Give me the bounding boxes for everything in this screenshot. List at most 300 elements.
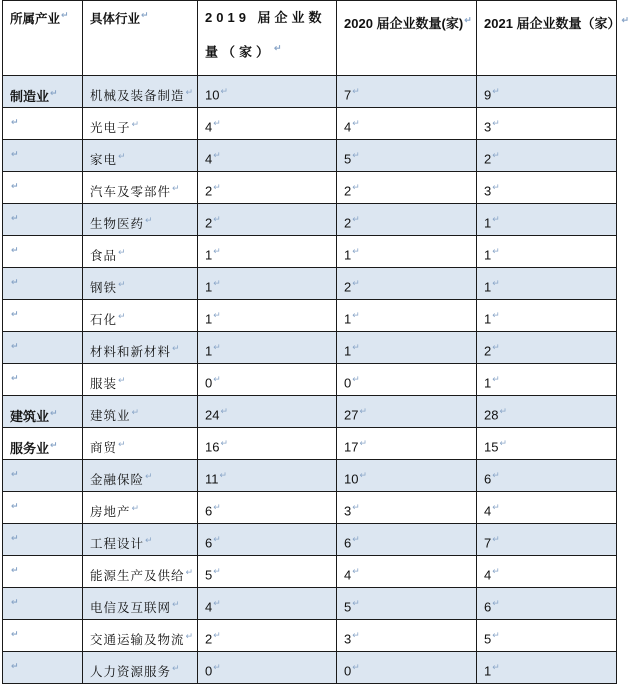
paragraph-mark-icon: ↵ <box>145 471 154 482</box>
count-2020-cell-text: 3 <box>344 631 352 647</box>
paragraph-mark-icon: ↵ <box>118 439 127 450</box>
sector-cell-text: 电信及互联网 <box>90 600 172 615</box>
count-2021-cell <box>477 460 617 492</box>
paragraph-mark-icon: ↵ <box>352 374 360 384</box>
count-2019-cell <box>198 492 337 524</box>
count-2021-cell <box>477 652 617 684</box>
industry-cell <box>3 460 83 492</box>
table-row <box>3 524 617 556</box>
sector-cell-text: 生物医药 <box>90 216 145 231</box>
sector-cell <box>83 76 198 108</box>
count-2020-cell-text: 1 <box>344 247 352 263</box>
count-2020-cell <box>337 652 477 684</box>
count-2019-cell <box>198 300 337 332</box>
paragraph-mark-icon: ↵ <box>220 406 229 416</box>
count-2021-cell <box>477 76 617 108</box>
paragraph-mark-icon: ↵ <box>118 151 127 162</box>
paragraph-mark-icon: ↵ <box>11 182 19 192</box>
sector-cell <box>83 396 198 428</box>
count-2021-cell <box>477 236 617 268</box>
sector-cell <box>83 332 198 364</box>
count-2019-cell <box>198 396 337 428</box>
paragraph-mark-icon: ↵ <box>213 310 221 320</box>
count-2019-cell-text: 0 <box>205 375 213 391</box>
sector-cell <box>83 236 198 268</box>
sector-cell <box>83 140 198 172</box>
table-row <box>3 108 617 140</box>
table-row <box>3 428 617 460</box>
count-2020-cell-text: 7 <box>344 87 352 103</box>
industry-cell <box>3 588 83 620</box>
paragraph-mark-icon: ↵ <box>219 470 228 480</box>
paragraph-mark-icon: ↵ <box>11 374 19 384</box>
paragraph-mark-icon: ↵ <box>352 214 360 224</box>
count-2021-cell <box>477 524 617 556</box>
paragraph-mark-icon: ↵ <box>352 118 360 128</box>
industry-cell <box>3 524 83 556</box>
count-2020-cell <box>337 620 477 652</box>
paragraph-mark-icon: ↵ <box>185 631 195 642</box>
count-2020-cell-text: 17 <box>344 439 359 455</box>
paragraph-mark-icon: ↵ <box>172 663 181 674</box>
industry-cell <box>3 492 83 524</box>
count-2019-cell <box>198 140 337 172</box>
sector-cell <box>83 652 198 684</box>
paragraph-mark-icon: ↵ <box>274 43 286 53</box>
industry-cell <box>3 396 83 428</box>
sector-cell-text: 金融保险 <box>90 472 145 487</box>
count-2020-cell <box>337 236 477 268</box>
paragraph-mark-icon: ↵ <box>352 502 360 512</box>
paragraph-mark-icon: ↵ <box>11 502 19 512</box>
sector-cell <box>83 524 198 556</box>
count-2021-cell-text: 1 <box>484 311 492 327</box>
sector-cell-text: 汽车及零部件 <box>90 184 172 199</box>
paragraph-mark-icon: ↵ <box>131 503 141 514</box>
paragraph-mark-icon: ↵ <box>213 214 221 224</box>
count-2020-cell <box>337 300 477 332</box>
sector-cell <box>83 428 198 460</box>
count-2019-cell-text: 5 <box>205 567 213 583</box>
paragraph-mark-icon: ↵ <box>492 278 500 288</box>
count-2020-cell <box>337 268 477 300</box>
count-2021-cell <box>477 204 617 236</box>
table-row <box>3 268 617 300</box>
paragraph-mark-icon: ↵ <box>352 150 360 160</box>
paragraph-mark-icon: ↵ <box>352 630 360 640</box>
industry-cell <box>3 300 83 332</box>
paragraph-mark-icon: ↵ <box>352 342 360 352</box>
count-2021-cell <box>477 140 617 172</box>
count-2021-cell-text: 5 <box>484 631 492 647</box>
count-2020-cell-text: 5 <box>344 599 352 615</box>
paragraph-mark-icon: ↵ <box>492 86 500 96</box>
paragraph-mark-icon: ↵ <box>213 502 221 512</box>
paragraph-mark-icon: ↵ <box>499 438 508 448</box>
count-2021-cell <box>477 364 617 396</box>
paragraph-mark-icon: ↵ <box>50 408 58 419</box>
sector-cell <box>83 588 198 620</box>
paragraph-mark-icon: ↵ <box>11 246 19 256</box>
paragraph-mark-icon: ↵ <box>141 10 149 21</box>
count-2021-cell-text: 7 <box>484 535 492 551</box>
count-2021-cell-text: 4 <box>484 567 492 583</box>
paragraph-mark-icon: ↵ <box>11 598 19 608</box>
sector-cell <box>83 492 198 524</box>
industry-cell <box>3 332 83 364</box>
paragraph-mark-icon: ↵ <box>220 86 229 96</box>
count-2019-cell-text: 1 <box>205 343 213 359</box>
industry-cell-text: 制造业 <box>10 90 50 105</box>
paragraph-mark-icon: ↵ <box>213 534 221 544</box>
count-2019-cell <box>198 172 337 204</box>
count-2019-cell <box>198 76 337 108</box>
count-2020-cell-text: 1 <box>344 343 352 359</box>
sector-cell <box>83 108 198 140</box>
count-2021-cell-text: 3 <box>484 183 492 199</box>
count-2021-cell <box>477 492 617 524</box>
paragraph-mark-icon: ↵ <box>213 598 221 608</box>
paragraph-mark-icon: ↵ <box>352 566 360 576</box>
table-row <box>3 556 617 588</box>
count-2019-cell-text: 4 <box>205 599 213 615</box>
count-2021-cell <box>477 556 617 588</box>
paragraph-mark-icon: ↵ <box>492 598 500 608</box>
header-2021: 2021 届企业数量（家）↵ <box>477 1 617 76</box>
count-2021-cell <box>477 172 617 204</box>
sector-cell-text: 钢铁 <box>90 280 118 295</box>
table-row <box>3 332 617 364</box>
paragraph-mark-icon: ↵ <box>621 14 629 25</box>
table-row <box>3 236 617 268</box>
sector-cell-text: 服装 <box>90 376 118 391</box>
sector-cell-text: 商贸 <box>90 440 118 455</box>
count-2021-cell-text: 9 <box>484 87 492 103</box>
industry-cell <box>3 364 83 396</box>
sector-cell <box>83 364 198 396</box>
header-sector: 具体行业↵ <box>83 1 198 76</box>
paragraph-mark-icon: ↵ <box>492 470 500 480</box>
count-2020-cell-text: 3 <box>344 503 352 519</box>
count-2020-cell <box>337 76 477 108</box>
industry-cell <box>3 268 83 300</box>
count-2021-cell <box>477 428 617 460</box>
count-2021-cell <box>477 588 617 620</box>
paragraph-mark-icon: ↵ <box>185 87 195 98</box>
count-2021-cell-text: 2 <box>484 151 492 167</box>
count-2019-cell <box>198 460 337 492</box>
industry-cell <box>3 140 83 172</box>
paragraph-mark-icon: ↵ <box>213 118 221 128</box>
count-2020-cell-text: 4 <box>344 567 352 583</box>
count-2019-cell-text: 0 <box>205 663 213 679</box>
count-2019-cell-text: 4 <box>205 119 213 135</box>
sector-cell <box>83 556 198 588</box>
paragraph-mark-icon: ↵ <box>492 534 500 544</box>
paragraph-mark-icon: ↵ <box>213 630 221 640</box>
count-2020-cell-text: 27 <box>344 407 359 423</box>
count-2019-cell-text: 4 <box>205 151 213 167</box>
industry-cell <box>3 620 83 652</box>
paragraph-mark-icon: ↵ <box>220 438 229 448</box>
paragraph-mark-icon: ↵ <box>213 278 221 288</box>
table-body <box>3 76 617 684</box>
count-2019-cell-text: 6 <box>205 503 213 519</box>
count-2020-cell-text: 2 <box>344 279 352 295</box>
paragraph-mark-icon: ↵ <box>492 150 500 160</box>
paragraph-mark-icon: ↵ <box>213 246 221 256</box>
table-header-row <box>3 1 617 76</box>
count-2019-cell <box>198 428 337 460</box>
paragraph-mark-icon: ↵ <box>11 534 19 544</box>
count-2019-cell <box>198 524 337 556</box>
sector-cell-text: 房地产 <box>90 504 131 519</box>
count-2019-cell <box>198 236 337 268</box>
table-row <box>3 204 617 236</box>
count-2020-cell <box>337 524 477 556</box>
count-2019-cell-text: 11 <box>205 471 219 487</box>
industry-cell <box>3 172 83 204</box>
paragraph-mark-icon: ↵ <box>352 598 360 608</box>
header-industry: 所属产业↵ <box>3 1 83 76</box>
table-row <box>3 620 617 652</box>
paragraph-mark-icon: ↵ <box>492 630 500 640</box>
sector-cell-text: 能源生产及供给 <box>90 568 185 583</box>
paragraph-mark-icon: ↵ <box>359 438 368 448</box>
table-row <box>3 492 617 524</box>
industry-cell <box>3 428 83 460</box>
paragraph-mark-icon: ↵ <box>118 247 127 258</box>
paragraph-mark-icon: ↵ <box>352 534 360 544</box>
paragraph-mark-icon: ↵ <box>352 86 360 96</box>
industry-cell <box>3 236 83 268</box>
count-2020-cell <box>337 428 477 460</box>
paragraph-mark-icon: ↵ <box>61 10 69 21</box>
count-2020-cell-text: 2 <box>344 183 352 199</box>
sector-cell-text: 家电 <box>90 152 118 167</box>
count-2019-cell-text: 2 <box>205 215 213 231</box>
count-2019-cell <box>198 332 337 364</box>
industry-cell <box>3 108 83 140</box>
enterprise-count-table <box>2 0 629 684</box>
table-row <box>3 140 617 172</box>
paragraph-mark-icon: ↵ <box>352 278 360 288</box>
industry-cell-text: 服务业 <box>10 442 50 457</box>
count-2020-cell <box>337 172 477 204</box>
paragraph-mark-icon: ↵ <box>492 182 500 192</box>
count-2021-cell-text: 28 <box>484 407 499 423</box>
sector-cell-text: 石化 <box>90 312 118 327</box>
count-2021-cell-text: 1 <box>484 663 492 679</box>
sector-cell-text: 材料和新材料 <box>90 344 172 359</box>
count-2021-cell <box>477 300 617 332</box>
count-2019-cell <box>198 620 337 652</box>
paragraph-mark-icon: ↵ <box>352 310 360 320</box>
count-2021-cell <box>477 620 617 652</box>
count-2019-cell-text: 2 <box>205 183 213 199</box>
count-2019-cell-text: 1 <box>205 311 213 327</box>
sector-cell <box>83 460 198 492</box>
count-2021-cell <box>477 396 617 428</box>
paragraph-mark-icon: ↵ <box>352 246 360 256</box>
count-2021-cell-text: 2 <box>484 343 492 359</box>
paragraph-mark-icon: ↵ <box>118 375 127 386</box>
paragraph-mark-icon: ↵ <box>492 374 500 384</box>
paragraph-mark-icon: ↵ <box>213 150 221 160</box>
header-2019: 2019 届企业数量（家）↵ <box>198 1 337 76</box>
paragraph-mark-icon: ↵ <box>492 502 500 512</box>
count-2019-cell-text: 10 <box>205 87 220 103</box>
industry-cell <box>3 204 83 236</box>
paragraph-mark-icon: ↵ <box>11 278 19 288</box>
count-2019-cell <box>198 108 337 140</box>
table-row <box>3 588 617 620</box>
sector-cell <box>83 300 198 332</box>
industry-cell <box>3 652 83 684</box>
count-2021-cell-text: 1 <box>484 279 492 295</box>
count-2020-cell-text: 0 <box>344 375 352 391</box>
sector-cell-text: 工程设计 <box>90 536 145 551</box>
paragraph-mark-icon: ↵ <box>464 14 472 25</box>
table-row <box>3 460 617 492</box>
count-2021-cell-text: 15 <box>484 439 499 455</box>
sector-cell-text: 机械及装备制造 <box>90 88 185 103</box>
count-2020-cell-text: 10 <box>344 471 359 487</box>
paragraph-mark-icon: ↵ <box>131 119 141 130</box>
paragraph-mark-icon: ↵ <box>213 182 221 192</box>
sector-cell-text: 人力资源服务 <box>90 664 172 679</box>
count-2021-cell-text: 3 <box>484 119 492 135</box>
paragraph-mark-icon: ↵ <box>172 343 181 354</box>
paragraph-mark-icon: ↵ <box>145 535 154 546</box>
count-2020-cell-text: 6 <box>344 535 352 551</box>
count-2019-cell <box>198 204 337 236</box>
paragraph-mark-icon: ↵ <box>172 599 181 610</box>
industry-cell-text: 建筑业 <box>10 410 50 425</box>
count-2020-cell <box>337 204 477 236</box>
sector-cell-text: 交通运输及物流 <box>90 632 185 647</box>
paragraph-mark-icon: ↵ <box>145 215 154 226</box>
count-2021-cell-text: 1 <box>484 247 492 263</box>
paragraph-mark-icon: ↵ <box>213 374 221 384</box>
table-row <box>3 172 617 204</box>
paragraph-mark-icon: ↵ <box>118 311 127 322</box>
sector-cell-text: 食品 <box>90 248 118 263</box>
paragraph-mark-icon: ↵ <box>11 150 19 160</box>
count-2020-cell-text: 1 <box>344 311 352 327</box>
sector-cell <box>83 620 198 652</box>
count-2019-cell <box>198 652 337 684</box>
count-2020-cell-text: 0 <box>344 663 352 679</box>
count-2019-cell-text: 1 <box>205 247 213 263</box>
paragraph-mark-icon: ↵ <box>352 182 360 192</box>
count-2020-cell <box>337 588 477 620</box>
paragraph-mark-icon: ↵ <box>492 246 500 256</box>
count-2019-cell <box>198 364 337 396</box>
paragraph-mark-icon: ↵ <box>499 406 508 416</box>
count-2019-cell <box>198 268 337 300</box>
count-2020-cell <box>337 108 477 140</box>
paragraph-mark-icon: ↵ <box>50 440 58 451</box>
count-2020-cell <box>337 460 477 492</box>
count-2019-cell-text: 6 <box>205 535 213 551</box>
table-row <box>3 364 617 396</box>
count-2021-cell-text: 4 <box>484 503 492 519</box>
count-2020-cell <box>337 140 477 172</box>
paragraph-mark-icon: ↵ <box>213 342 221 352</box>
count-2021-cell-text: 6 <box>484 471 492 487</box>
count-2020-cell <box>337 492 477 524</box>
paragraph-mark-icon: ↵ <box>213 566 221 576</box>
paragraph-mark-icon: ↵ <box>492 662 500 672</box>
paragraph-mark-icon: ↵ <box>11 662 19 672</box>
paragraph-mark-icon: ↵ <box>492 118 500 128</box>
paragraph-mark-icon: ↵ <box>359 406 368 416</box>
sector-cell <box>83 172 198 204</box>
count-2019-cell-text: 1 <box>205 279 213 295</box>
table-row <box>3 300 617 332</box>
table-row <box>3 396 617 428</box>
sector-cell <box>83 204 198 236</box>
sector-cell-text: 建筑业 <box>90 408 131 423</box>
count-2021-cell <box>477 108 617 140</box>
paragraph-mark-icon: ↵ <box>11 566 19 576</box>
paragraph-mark-icon: ↵ <box>11 630 19 640</box>
paragraph-mark-icon: ↵ <box>352 662 360 672</box>
industry-cell <box>3 556 83 588</box>
count-2019-cell-text: 16 <box>205 439 220 455</box>
count-2021-cell-text: 6 <box>484 599 492 615</box>
count-2021-cell <box>477 268 617 300</box>
count-2020-cell <box>337 396 477 428</box>
count-2020-cell <box>337 332 477 364</box>
paragraph-mark-icon: ↵ <box>11 214 19 224</box>
count-2019-cell-text: 2 <box>205 631 213 647</box>
count-2020-cell-text: 4 <box>344 119 352 135</box>
paragraph-mark-icon: ↵ <box>11 310 19 320</box>
paragraph-mark-icon: ↵ <box>492 342 500 352</box>
count-2019-cell <box>198 588 337 620</box>
paragraph-mark-icon: ↵ <box>11 470 19 480</box>
count-2019-cell-text: 24 <box>205 407 220 423</box>
paragraph-mark-icon: ↵ <box>492 214 500 224</box>
sector-cell <box>83 268 198 300</box>
paragraph-mark-icon: ↵ <box>50 88 58 99</box>
header-2020: 2020 届企业数量(家)↵ <box>337 1 477 76</box>
count-2021-cell-text: 1 <box>484 215 492 231</box>
count-2019-cell <box>198 556 337 588</box>
count-2020-cell-text: 2 <box>344 215 352 231</box>
paragraph-mark-icon: ↵ <box>359 470 368 480</box>
paragraph-mark-icon: ↵ <box>492 310 500 320</box>
count-2020-cell <box>337 556 477 588</box>
paragraph-mark-icon: ↵ <box>11 342 19 352</box>
paragraph-mark-icon: ↵ <box>118 279 127 290</box>
count-2021-cell <box>477 332 617 364</box>
table-row <box>3 652 617 684</box>
paragraph-mark-icon: ↵ <box>492 566 500 576</box>
count-2020-cell-text: 5 <box>344 151 352 167</box>
industry-cell <box>3 76 83 108</box>
count-2021-cell-text: 1 <box>484 375 492 391</box>
sector-cell-text: 光电子 <box>90 120 131 135</box>
paragraph-mark-icon: ↵ <box>213 662 221 672</box>
count-2020-cell <box>337 364 477 396</box>
paragraph-mark-icon: ↵ <box>131 407 141 418</box>
paragraph-mark-icon: ↵ <box>185 567 195 578</box>
table-row <box>3 76 617 108</box>
paragraph-mark-icon: ↵ <box>172 183 181 194</box>
